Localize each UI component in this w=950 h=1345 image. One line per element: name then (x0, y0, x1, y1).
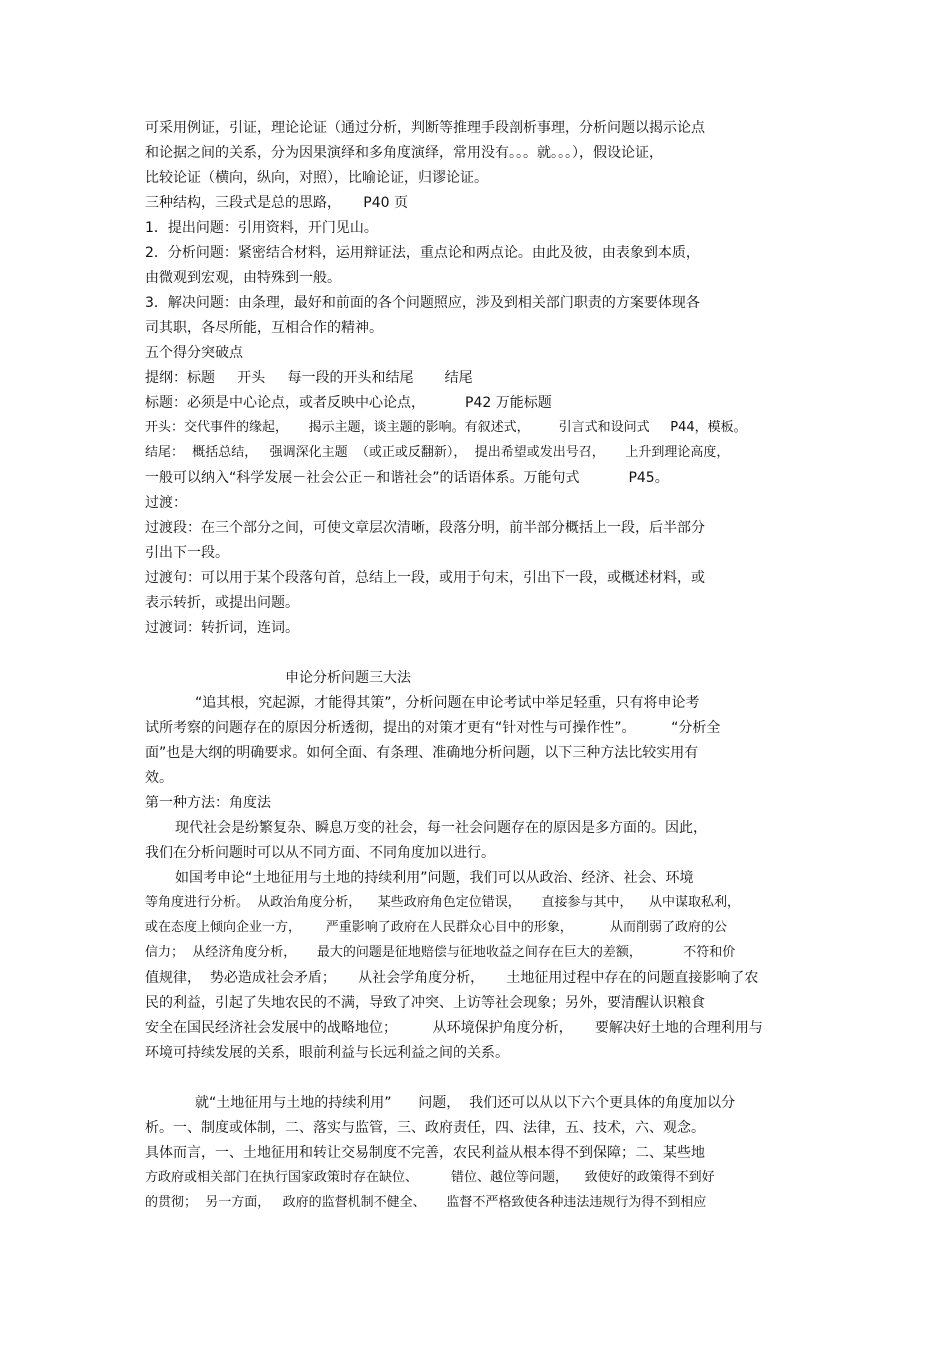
text-line: 开头：交代事件的缘起， 揭示主题，谈主题的影响。有叙述式， 引言式和设问式 P44，模板。 (145, 420, 747, 435)
text-line: 1．提出问题：引用资料，开门见山。 (145, 220, 378, 236)
text-line: 标题：必须是中心论点，或者反映中心论点， P42 万能标题 (145, 395, 552, 411)
text-line: 等角度进行分析。 从政治角度分析， 某些政府角色定位错误， 直接参与其中， 从中谋取私利， (145, 895, 740, 910)
text-line: 司其职，各尽所能，互相合作的精神。 (145, 320, 383, 336)
section-heading: 第一种方法：角度法 (145, 795, 271, 811)
text-line: 过渡： (145, 495, 187, 511)
text-line: 表示转折，或提出问题。 (145, 595, 299, 611)
text-line: 可采用例证，引证，理论论证（通过分析，判断等推理手段剖析事理，分析问题以揭示论点 (145, 120, 705, 136)
text-line: 值规律， 势必造成社会矛盾； 从社会学角度分析， 土地征用过程中存在的问题直接影响了农 (145, 970, 759, 986)
text-line: 三种结构，三段式是总的思路， P40 页 (145, 195, 408, 211)
text-line: 3．解决问题：由条理，最好和前面的各个问题照应，涉及到相关部门职责的方案要体现各 (145, 295, 700, 311)
text-line: 信力； 从经济角度分析， 最大的问题是征地赔偿与征地收益之间存在巨大的差额， 不符和价 (145, 945, 736, 960)
text-line: 如国考申论“土地征用与土地的持续利用”问题，我们可以从政治、经济、社会、环境 (175, 870, 694, 886)
text-line: 过渡段：在三个部分之间，可使文章层次清晰，段落分明，前半部分概括上一段，后半部分 (145, 520, 705, 536)
text-line: 一般可以纳入“科学发展－社会公正－和谐社会”的话语体系。万能句式 P45。 (145, 470, 669, 486)
text-line: 由微观到宏观，由特殊到一般。 (145, 270, 341, 286)
text-line: 的贯彻； 另一方面， 政府的监督机制不健全、 监督不严格致使各种违法违规行为得不到相应 (145, 1195, 707, 1210)
text-line: 过渡句：可以用于某个段落句首，总结上一段，或用于句末，引出下一段，或概述材料，或 (145, 570, 705, 586)
article-title: 申论分析问题三大法 (285, 670, 411, 686)
text-line: 比较论证（横向，纵向，对照），比喻论证，归谬论证。 (145, 170, 488, 186)
text-line: 我们在分析问题时可以从不同方面、不同角度加以进行。 (145, 845, 495, 861)
text-line: 提纲：标题 开头 每一段的开头和结尾 结尾 (145, 370, 473, 386)
text-line: 或在态度上倾向企业一方， 严重影响了政府在人民群众心目中的形象， 从而削弱了政府的公 (145, 920, 727, 935)
text-line: 和论据之间的关系，分为因果演绎和多角度演绎，常用没有。。。就。。。），假设论证， (145, 145, 663, 161)
text-line: 面”也是大纲的明确要求。如何全面、有条理、准确地分析问题，以下三种方法比较实用有 (145, 745, 699, 761)
text-line: 具体而言，一、土地征用和转让交易制度不完善，农民利益从根本得不到保障；二、某些地 (145, 1145, 705, 1161)
text-line: 析。一、制度或体制，二、落实与监管，三、政府责任，四、法律，五、技术，六、观念。 (145, 1120, 705, 1136)
text-line: 环境可持续发展的关系，眼前利益与长远利益之间的关系。 (145, 1045, 509, 1061)
text-line: “追其根，究起源，才能得其策”，分析问题在申论考试中举足轻重，只有将申论考 (195, 695, 700, 711)
text-line: 2．分析问题：紧密结合材料，运用辩证法，重点论和两点论。由此及彼，由表象到本质， (145, 245, 700, 261)
text-line: 民的利益，引起了失地农民的不满，导致了冲突、上访等社会现象；另外，要清醒认识粮食 (145, 995, 705, 1011)
text-line: 引出下一段。 (145, 545, 229, 561)
section-heading: 五个得分突破点 (145, 345, 243, 361)
text-line: 过渡词：转折词，连词。 (145, 620, 299, 636)
text-line: 效。 (145, 770, 173, 786)
text-line: 方政府或相关部门在执行国家政策时存在缺位、 错位、越位等问题， 致使好的政策得不到好 (145, 1170, 715, 1185)
text-line: 试所考察的问题存在的原因分析透彻，提出的对策才更有“针对性与可操作性”。 “分析全 (145, 720, 721, 736)
text-line: 就“土地征用与土地的持续利用” 问题， 我们还可以从以下六个更具体的角度加以分 (195, 1095, 736, 1111)
text-line: 现代社会是纷繁复杂、瞬息万变的社会，每一社会问题存在的原因是多方面的。因此， (175, 820, 707, 836)
text-line: 结尾： 概括总结， 强调深化主题 （或正或反翻新）， 提出希望或发出号召， 上升到理论高度， (145, 445, 730, 460)
text-line: 安全在国民经济社会发展中的战略地位； 从环境保护角度分析， 要解决好土地的合理利用与 (145, 1020, 763, 1036)
